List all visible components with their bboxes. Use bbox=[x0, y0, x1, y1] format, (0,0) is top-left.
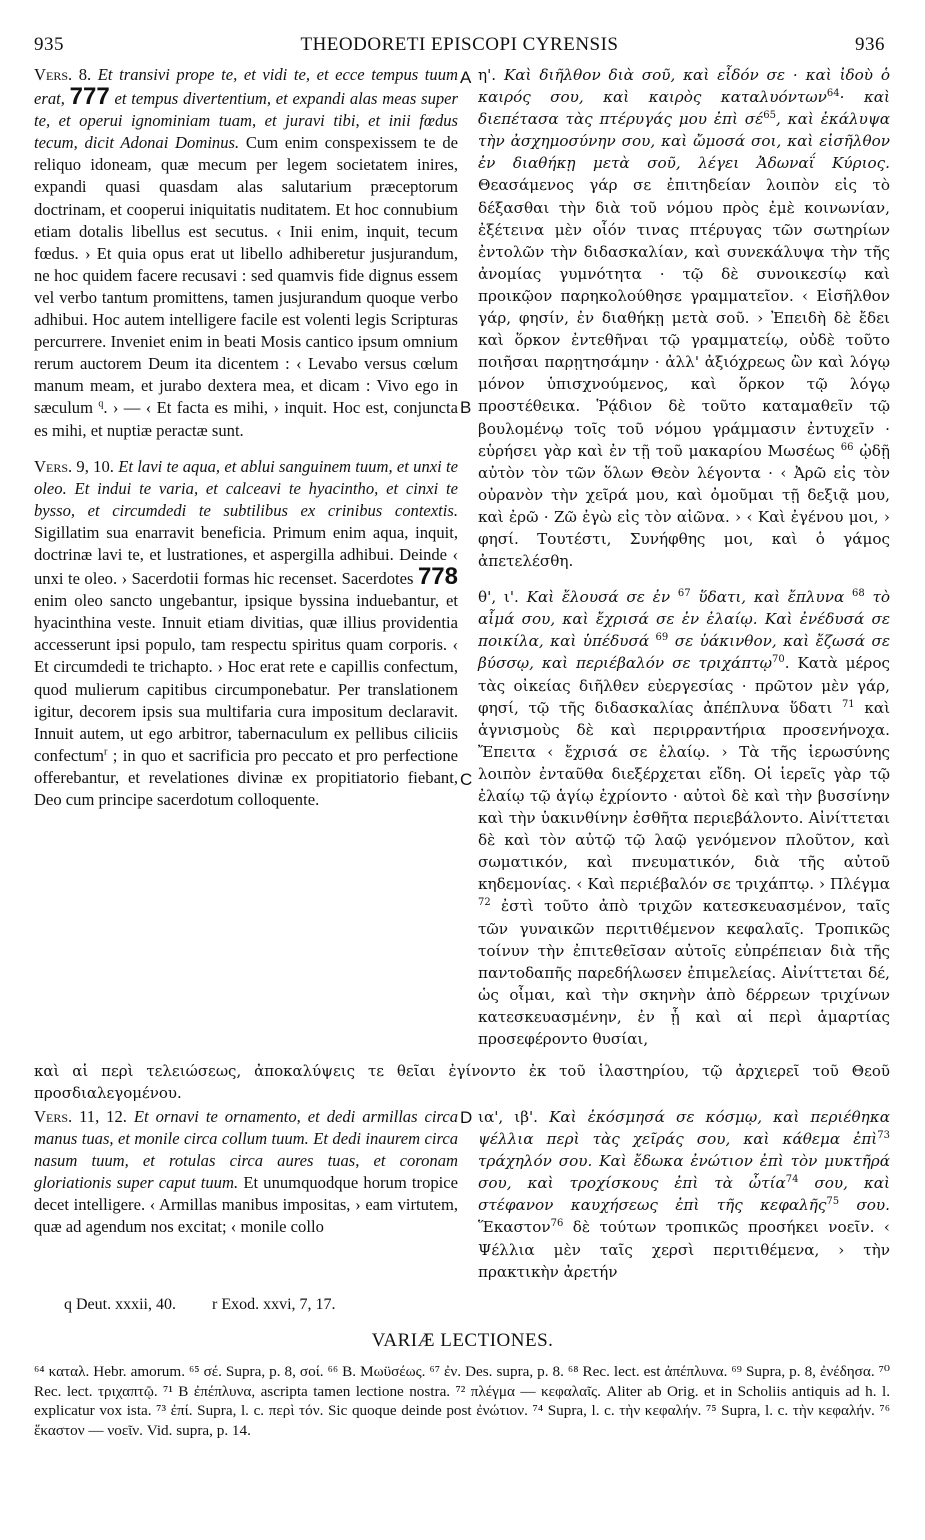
greek-column bbox=[478, 64, 890, 1050]
patrologia-column-number: 777 bbox=[69, 83, 110, 111]
commentary-text: καὶ ἁγνισμοὺς δὲ καὶ περιρραντήρια προσενήνοχα. Ἔπειτα ‹ ἔχρισά σε ἐλαίῳ. › Τὰ τῆς ἱερωσύνης λοιπὸν ἐνταῦθα διεξέρχεται εἴδη. Οἱ ἱερεῖς γὰρ τῷ ἐλαίῳ τῷ ἁγίῳ ἐχρίοντο · αὐτοὶ δὲ καὶ τὴν βυσσίνην καὶ τὴν ὑακινθίνην ἐσθῆτα περιεβάλοντο. Αἰνίττεται δὲ καὶ τὸν αὐτῷ τῷ λαῷ γενόμενον πλοῦτον, καὶ σωματικόν, καὶ πνευματικόν, διὰ τῆς αὐτοῦ κηδεμονίας. ‹ Καὶ περιέβαλόν σε τριχάπτῳ. › Πλέγμα bbox=[478, 698, 891, 894]
latin-column bbox=[34, 64, 458, 811]
variant-ref: 74 bbox=[785, 1174, 799, 1186]
footnote-ref: r bbox=[104, 746, 108, 758]
page-number-right: 936 bbox=[855, 34, 885, 55]
latin-verse-8 bbox=[34, 64, 458, 442]
footnotes bbox=[64, 1296, 368, 1314]
footnote-q: q Deut. xxxii, 40. bbox=[64, 1296, 176, 1313]
commentary-text: . Κατὰ μέρος τὰς οἰκείας διῆλθεν εὐεργεσίας · πρῶτον μὲν γάρ, φησί, τῷ τῆς διδασκαλίας ἀπέπλυνα ὕδατι bbox=[478, 654, 890, 717]
verse-lemma: ὕδατι, καὶ ἔπλυνα bbox=[698, 588, 845, 607]
variae-lectiones-list: ⁶⁴ καταλ. Hebr. amorum. ⁶⁵ σέ. Supra, p. 8, σοί. ⁶⁶ B. Μωϋσέως. ⁶⁷ ἐν. Des. supra, p. 8. ⁶⁸ Rec. lect. est ἀπέπλυνα. ⁶⁹ Supra, p. 8, ἐνέδησα. ⁷⁰ Rec. lect. τριχαπτῷ. ⁷¹ B ἐπέπλυνα, ascripta tamen lectione nostra. ⁷² πλέγμα — κεφαλαῖς. Aliter ab Orig. et in Scholiis antiquis ad h. l. explicatur vox ista. ⁷³ ἐπί. Supra, l. c. περὶ τόν. Sic quoque deinde post ἐνώτιον. ⁷⁴ Supra, l. c. τὴν κεφαλήν. ⁷⁵ Supra, l. c. τὴν κεφαλήν. ⁷⁶ ἕκαστον — νοεῖν. Vid. supra, p. 14. bbox=[34, 1363, 890, 1439]
variant-ref: 70 bbox=[772, 654, 785, 666]
verse-lemma: · καὶ διεπέτασα τὰς πτέρυγάς μου ἐπὶ σέ bbox=[478, 88, 891, 129]
verse-lemma: τράχηλόν σου. Καὶ ἔδωκα ἐνώτιον ἐπὶ τὸν μυκτῆρά σου, καὶ τροχίσκους ἐπὶ τὰ ὦτία bbox=[478, 1152, 890, 1193]
variant-ref: 73 bbox=[877, 1130, 890, 1142]
section-mark-b: B bbox=[460, 398, 472, 417]
verse-lemma: σου. bbox=[856, 1196, 890, 1215]
variant-ref: 71 bbox=[841, 698, 855, 710]
commentary-text: . › — ‹ Et facta es mihi, › inquit. Hoc est, conjuncta es mihi, et nuptiæ peractæ sunt. bbox=[34, 398, 459, 440]
verse-lemma: σου, καὶ στέφανον καυχήσεως ἐπὶ τῆς κεφαλῆς bbox=[478, 1174, 890, 1215]
greek-verse-11-12 bbox=[478, 1106, 890, 1283]
section-mark-d: D bbox=[460, 1108, 473, 1127]
commentary-text: ᾠδῇ αὐτὸν τὸν τῶν ὅλων Θεὸν λέγοντα · ‹ Ἀρῶ εἰς τὸν οὐρανὸν τὴν χεῖρά μου, καὶ ὀμοῦμαι τῇ δεξιᾷ μου, καὶ ἐρῶ · Ζῶ ἐγὼ εἰς τὸν αἰῶνα. › ‹ Καὶ ἐγένου μοι, › φησί. Τουτέστι, Συνήφθης μοι, καὶ ὁ γάμος ἀπετελέσθη. bbox=[478, 441, 891, 571]
footnote-ref: q bbox=[98, 398, 104, 410]
verse-lemma: σε ὑάκινθον, καὶ ἔζωσά σε βύσσῳ, καὶ περιέβαλόν σε τριχάπτῳ bbox=[478, 632, 891, 673]
latin-verse-9-10 bbox=[34, 456, 458, 812]
greek-verse-9-10 bbox=[478, 586, 890, 1050]
variant-ref: 65 bbox=[763, 110, 776, 122]
running-header bbox=[34, 34, 885, 64]
verse-lemma: τὸ αἷμά σου, καὶ ἔχρισά σε ἐν ἐλαίῳ. Καὶ ἐνέδυσά σε ποικίλα, καὶ ὑπέδυσά bbox=[478, 588, 891, 651]
variant-ref: 67 bbox=[677, 588, 691, 600]
section-mark-c: C bbox=[460, 770, 473, 789]
commentary-text: enim oleo sancto ungebantur, ipsique byssina induebantur, et hyacinthina veste. Innuit etiam divitias, quæ illius providentia accesserunt ipsi populo, tam respectu spiritus quam corporis. ‹ Et circumdedi te trichapto. › Hoc erat rete e capillis confectum, quod mulierum capitibus circumponebatur. Per translationem igitur, decorem ipsis sua multifaria cura impositum declaravit. Innuit autem, ut ego arbitror, tabernaculum ex pellibus ciliciis confectum bbox=[34, 591, 458, 765]
verse-lemma: Et lavi te aqua, et ablui sanguinem tuum, et unxi te oleo. Et indui te varia, et calceavi te hyacintho, et cinxi te bysso, et circumdedi te subtilibus ex crinibus contextis. bbox=[34, 456, 459, 520]
greek-spanning-line: καὶ αἱ περὶ τελειώσεως, ἀποκαλύψεις τε θεῖαι ἐγίνοντο ἐκ τοῦ ἱλαστηρίου, τῷ ἀρχιερεῖ τοῦ Θεοῦ προσδιαλεγομένου. bbox=[34, 1062, 890, 1102]
verse-lemma: Et ornavi te ornamento, et dedi armillas circa manus tuas, et monile circa collum tuum. Et dedi inaurem circa nasum tuum, et rotulas circa aures tuas, et coronam gloriationis super caput tuum. bbox=[34, 1107, 458, 1193]
patrologia-column-number: 778 bbox=[417, 563, 458, 591]
footnote-r: r Exod. xxvi, 7, 17. bbox=[212, 1296, 336, 1313]
latin-column-lower bbox=[34, 1106, 458, 1239]
verse-label: θ', ι'. bbox=[478, 588, 519, 607]
verse-label: Vers. 9, 10. bbox=[34, 456, 114, 476]
commentary-text: Cum enim conspexissem te de reliquo idoneam, quæ mecum per legem societatem inires, expandi quasi quasdam alas salutarium præceptorum doctrinam, et cooperui iniquitatis nuditatem. Et hoc connubium etiam dotalis libellus est secutus. ‹ Inii enim, inquit, tecum fœdus. › Et quia opus erat ut libello adhiberetur jusjurandum, ne hoc quidem facere recusavi : sed quamvis fide dignus essem vel verbo tantum promittens, tamen jusjurandum quoque verbo adhibui. Hoc autem intelligere facile est volenti legis Scripturas percurrere. Inveniet enim in beati Mosis cantico ipsum omnium rerum auctorem Deum ita dicentem : ‹ Levabo versus cœlum manum meam, et jurabo dextera mea, et dicam : Vivo ego in sæculum bbox=[34, 133, 458, 418]
latin-verse-11-12 bbox=[34, 1106, 458, 1239]
section-mark-a: A bbox=[460, 68, 472, 87]
variant-ref: 68 bbox=[852, 588, 865, 600]
verse-label: Vers. 11, 12. bbox=[34, 1107, 127, 1126]
variant-ref: 75 bbox=[826, 1196, 840, 1208]
commentary-text: Ἕκαστον bbox=[478, 1218, 551, 1237]
commentary-text: Θεασάμενος γάρ σε ἐπιτηδείαν λοιπὸν εἰς τὸ δέξασθαι τὴν διὰ τοῦ νόμου πρὸς ἐμὲ κοινωνίαν, ἐξέτεινα μὲν οἷόν τινας πτέρυγας τῶν σωτηρίων ἐντολῶν τὴν διδασκαλίαν, καὶ συνεκάλυψα τὴν τῆς ἀνομίας γυμνότητα · τῷ δὲ συνοικεσίῳ καὶ προικῷον παρηκολούθησε γραμματεῖον. ‹ Εἰσῆλθον γάρ, φησίν, ἐν διαθήκῃ μετὰ σοῦ. › Ἐπειδὴ δὲ ἔδει καὶ ὅρκον ἐντεθῆναι τῷ γραμματείῳ, οὐδὲ τοῦτο ποιῆσαι παρῃτησάμην · ἀλλ' ἀξιόχρεως ὢν καὶ λόγῳ μόνον ὑπισχνούμενος, καὶ ὅρκον τῷ λόγῳ προστέθεικα. Ῥᾴδιον δὲ τοῦτο καταμαθεῖν τῷ βουλομένῳ τοῖς τοῦ νόμου γράμμασιν ἐντυχεῖν · εὑρήσει γὰρ καὶ ἐν τῇ τοῦ μακαρίου Μωσέως bbox=[478, 176, 890, 460]
commentary-text: ; in quo et sacrificia pro peccato et pro perfectione offerebantur, et revelationes divinæ ex propitiatorio fiebant, Deo cum principe sacerdotum colloquente. bbox=[34, 745, 458, 809]
verse-lemma: Et transivi prope te, et vidi te, et ecce tempus tuum erat, bbox=[34, 65, 458, 109]
verse-lemma: Καὶ ἔλουσά σε ἐν bbox=[526, 588, 671, 607]
variant-ref: 64 bbox=[826, 88, 840, 100]
verse-label: η'. bbox=[478, 66, 497, 84]
verse-lemma: et tempus divertentium, et expandi alas meas super te, et operui ignominiam tuam, et juravi tibi, et inii fœdus tecum, dicit Adonai Dominus. bbox=[34, 89, 459, 153]
verse-label: ια', ιβ'. bbox=[478, 1108, 539, 1126]
commentary-text: Et unumquodque horum tropice decet intelligere. ‹ Armillas manibus impositas, › eam virtutem, quæ ad agendum nos excitat; ‹ monile collo bbox=[34, 1173, 458, 1237]
commentary-text: δὲ τούτων τροπικῶς προσήκει νοεῖν. ‹ Ψέλλια μὲν ταῖς χερσὶ περιτιθέμενα, › τὴν πρακτικὴν ἀρετήν bbox=[478, 1218, 890, 1281]
verse-lemma: Καὶ διῆλθον διὰ σοῦ, καὶ εἶδόν σε · καὶ ἰδοὺ ὁ καιρός σου, καὶ καιρὸς καταλυόντων bbox=[478, 66, 891, 107]
commentary-text: ἐστὶ τοῦτο ἀπὸ τριχῶν κατεσκευασμένον, ταῖς τῶν γυναικῶν περιτιθέμενον κεφαλαῖς. Τροπικῶς τοίνυν τὴν ἐπιτεθεῖσαν αὐτοῖς εὐπρέπειαν διὰ τῆς παντοδαπῆς παρεδήλωσεν ἐπιμελείας. Αἰνίττεται δέ, ὡς οἶμαι, καὶ τὴν σκηνὴν ἀπὸ δέρρεων τριχίνων κατεσκευασμένην, ἐν ᾗ καὶ αἱ περὶ ἁμαρτίας προσεφέροντο θυσίαι, bbox=[478, 897, 890, 1049]
verse-lemma: , καὶ ἐκάλυψα τὴν ἀσχημοσύνην σου, καὶ ὤμοσά σοι, καὶ εἰσῆλθον ἐν διαθήκῃ μετὰ σοῦ, λέγει Ἀδωναΐ Κύριος. bbox=[478, 110, 890, 173]
variant-ref: 66 bbox=[840, 441, 854, 453]
verse-label: Vers. 8. bbox=[34, 65, 92, 84]
greek-column-lower bbox=[478, 1106, 890, 1283]
greek-verse-8 bbox=[478, 64, 890, 572]
variae-lectiones-heading: VARIÆ LECTIONES. bbox=[371, 1330, 554, 1351]
commentary-text: Sigillatim sua enarravit beneficia. Primum enim aqua, inquit, doctrinæ lavi te, et lustrationes, et aspergilla adhibui. Deinde ‹ unxi te oleo. › Sacerdotii formas hic recenset. Sacerdotes bbox=[34, 522, 458, 589]
variant-ref: 76 bbox=[550, 1218, 564, 1230]
running-title: THEODORETI EPISCOPI CYRENSIS bbox=[300, 34, 619, 55]
variant-ref: 72 bbox=[478, 897, 491, 909]
verse-lemma: Καὶ ἐκόσμησά σε κόσμῳ, καὶ περιέθηκα ψέλλια περὶ τὰς χεῖράς σου, καὶ κάθεμα ἐπὶ bbox=[478, 1108, 890, 1149]
variant-ref: 69 bbox=[655, 632, 669, 644]
page-number-left: 935 bbox=[34, 34, 64, 55]
